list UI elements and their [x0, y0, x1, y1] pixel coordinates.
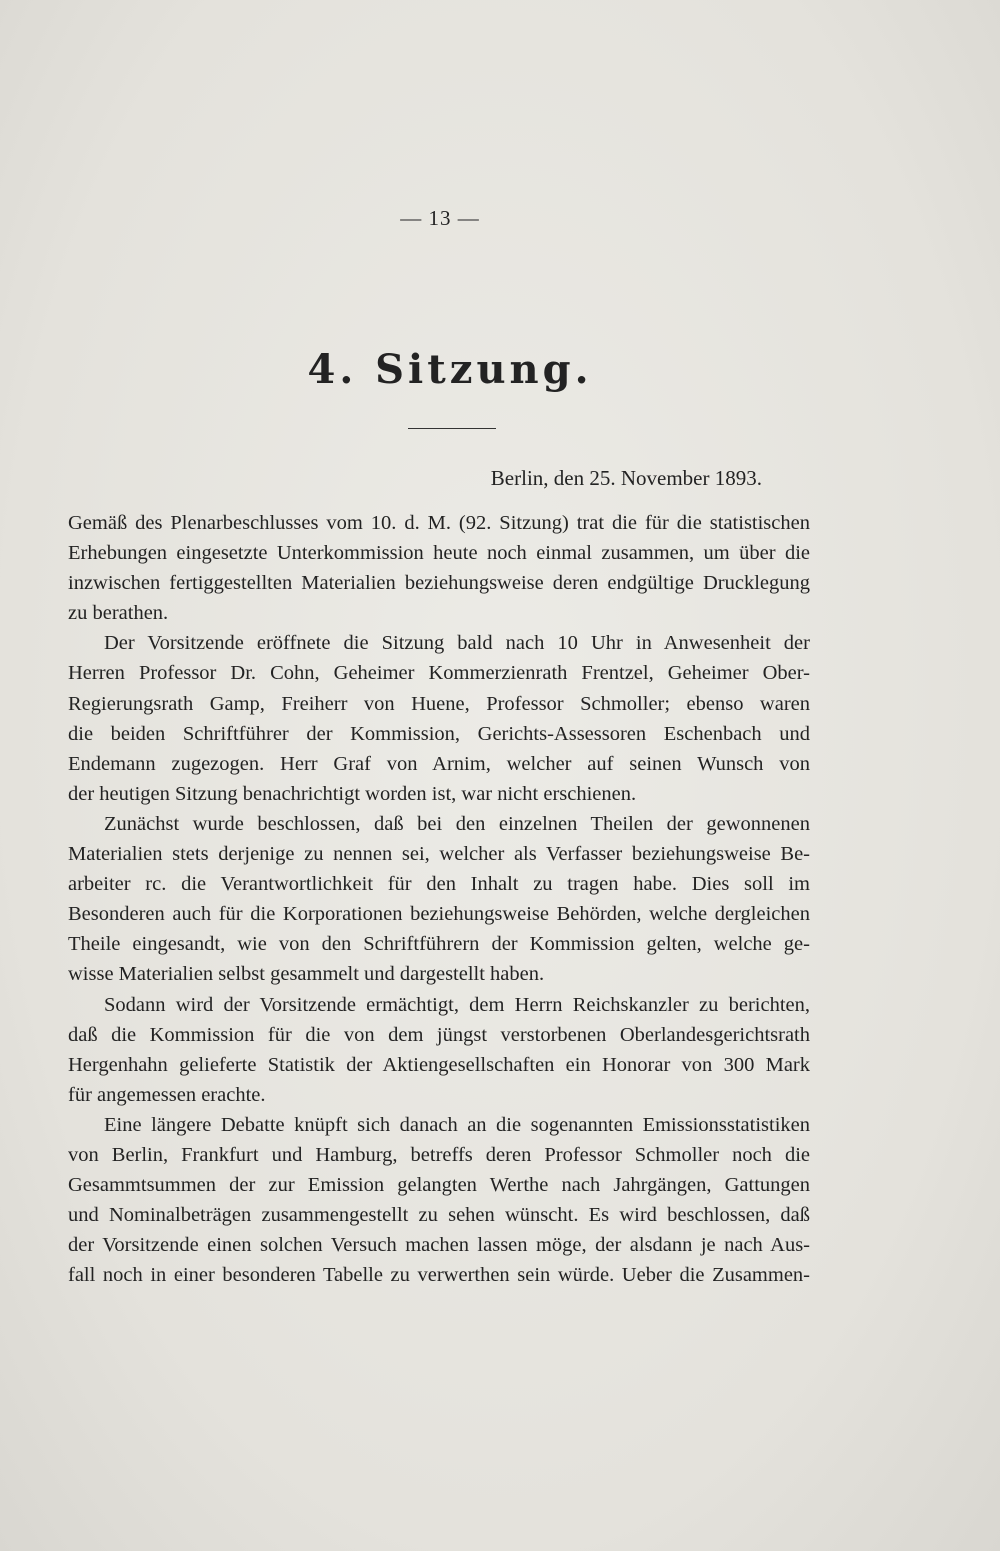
page-number: — 13 — — [400, 206, 480, 230]
text-line: Erhebungen eingesetzte Unterkommission heute noch einmal zusammen, um über die — [68, 542, 810, 565]
text-line: Gemäß des Plenarbeschlusses vom 10. d. M. (92. Sitzung) trat die für die statistischen — [68, 512, 810, 534]
text-line: Sodann wird der Vorsitzende ermächtigt, dem Herrn Reichskanzler zu berichten, — [104, 993, 810, 1016]
text-line: die beiden Schriftführer der Kommission, Gerichts-Assessoren Eschenbach und — [68, 722, 810, 745]
paragraph — [68, 1110, 810, 1291]
text-line: Gesammtsummen der zur Emission gelangten Werthe nach Jahrgängen, Gattungen — [68, 1174, 810, 1197]
text-line: arbeiter rc. die Verantwortlichkeit für den Inhalt zu tragen habe. Dies soll im — [68, 873, 810, 896]
text-line: Zunächst wurde beschlossen, daß bei den einzelnen Theilen der gewonnenen — [104, 812, 810, 835]
text-line: Materialien stets derjenige zu nennen sei, welcher als Verfasser beziehungsweise Be- — [68, 843, 810, 866]
text-line: der heutigen Sitzung benachrichtigt worden ist, war nicht erschienen. — [68, 782, 637, 805]
paragraph — [68, 508, 810, 628]
text-line: fall noch in einer besonderen Tabelle zu verwerthen sein würde. Ueber die Zusammen- — [68, 1264, 810, 1287]
text-line: daß die Kommission für die von dem jüngst verstorbenen Oberlandesgerichtsrath — [68, 1023, 810, 1046]
title-divider — [408, 428, 496, 429]
text-line: Der Vorsitzende eröffnete die Sitzung bald nach 10 Uhr in Anwesenheit der — [104, 632, 810, 655]
paragraph — [68, 990, 810, 1110]
text-line: Endemann zugezogen. Herr Graf von Arnim, welcher auf seinen Wunsch von — [68, 752, 810, 775]
text-line: von Berlin, Frankfurt und Hamburg, betreffs deren Professor Schmoller noch die — [68, 1143, 810, 1166]
text-line: Theile eingesandt, wie von den Schriftführern der Kommission gelten, welche ge- — [68, 933, 810, 956]
section-title: 4. Sitzung. — [307, 346, 593, 393]
paragraph — [68, 809, 810, 990]
text-line: und Nominalbeträgen zusammengestellt zu sehen wünscht. Es wird beschlossen, daß — [68, 1204, 810, 1227]
dateline: Berlin, den 25. November 1893. — [490, 466, 762, 490]
text-line: zu berathen. — [68, 602, 169, 625]
body-text — [68, 508, 810, 1290]
text-line: Hergenhahn gelieferte Statistik der Aktiengesellschaften ein Honorar von 300 Mark — [68, 1053, 810, 1076]
text-line: der Vorsitzende einen solchen Versuch machen lassen möge, der alsdann je nach Aus- — [68, 1234, 810, 1257]
text-line: Regierungsrath Gamp, Freiherr von Huene, Professor Schmoller; ebenso waren — [68, 692, 810, 715]
text-line: wisse Materialien selbst gesammelt und dargestellt haben. — [68, 963, 545, 986]
text-line: inzwischen fertiggestellten Materialien beziehungsweise deren endgültige Drucklegung — [68, 572, 810, 595]
paragraph — [68, 628, 810, 809]
text-line: Herren Professor Dr. Cohn, Geheimer Kommerzienrath Frentzel, Geheimer Ober- — [68, 662, 810, 685]
text-line: Besonderen auch für die Korporationen beziehungsweise Behörden, welche dergleichen — [68, 903, 810, 926]
text-line: Eine längere Debatte knüpft sich danach an die sogenannten Emissionsstatistiken — [104, 1113, 810, 1136]
text-line: für angemessen erachte. — [68, 1083, 266, 1106]
